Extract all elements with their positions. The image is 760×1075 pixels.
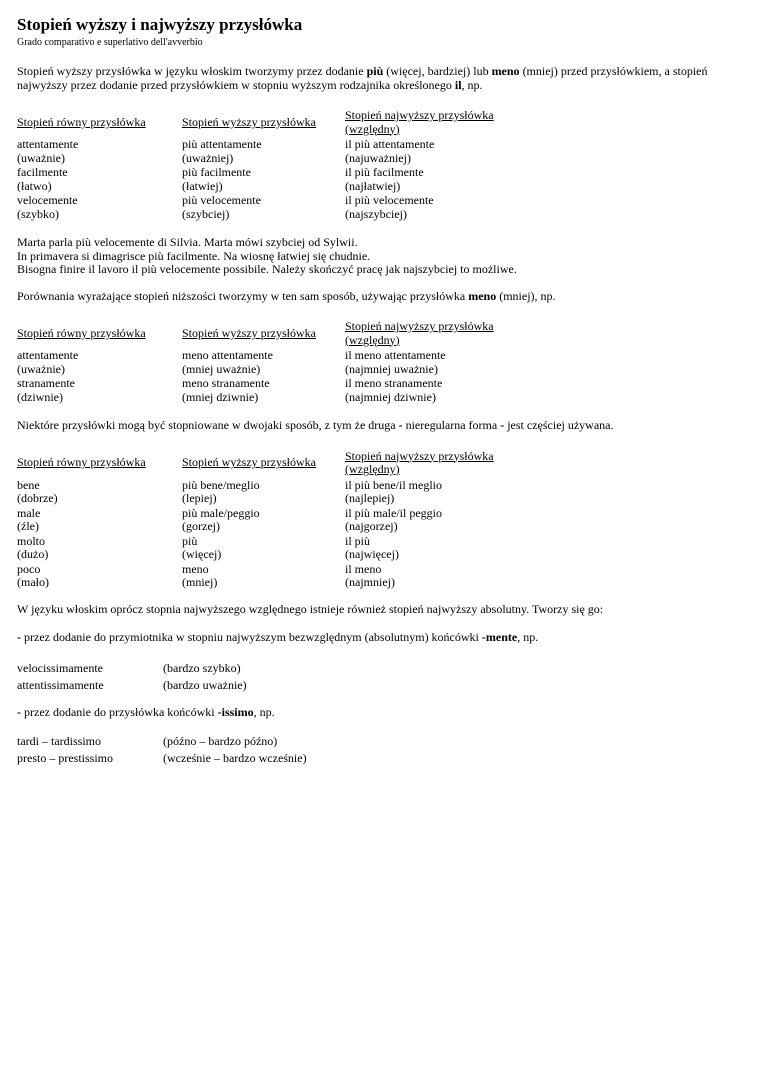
adverb-comparative: più bene/meglio [182, 477, 260, 492]
adverb-superlative-translation: (najuważniej) [345, 150, 411, 165]
adverb-base: attentamente [17, 348, 79, 362]
adverb-comparative: più male/peggio [182, 505, 260, 520]
meno-paragraph: Porównania wyrażające stopień niższości tworzymy w ten sam sposób, używając przysłówka meno (mniej), np. [17, 288, 556, 303]
adverb-comparative: più facilmente [182, 165, 251, 179]
issimo-examples-list [17, 733, 743, 767]
mente-examples-list [17, 660, 743, 694]
table-row [17, 194, 743, 221]
adverb-superlative-translation: (najłatwiej) [345, 178, 401, 193]
column-header-superlative-degree [345, 109, 743, 136]
adverb-superlative: il meno stranamente [345, 376, 443, 390]
adverb-comparative-translation: (szybciej) [182, 206, 230, 221]
column-header-superlative-line1: Stopień najwyższy przysłówka [345, 448, 494, 463]
absolute-adverb-translation: (bardzo uważnie) [163, 677, 247, 692]
column-header-comparative-degree: Stopień wyższy przysłówka [182, 114, 316, 129]
adverb-superlative-translation: (najwięcej) [345, 547, 399, 561]
absolute-adverb-translation: (późno – bardzo późno) [163, 734, 278, 748]
adverb-superlative-translation: (najmniej dziwnie) [345, 389, 436, 404]
adverb-base-translation: (łatwo) [17, 178, 52, 193]
adverb-base: attentamente [17, 137, 79, 151]
document-subtitle: Grado comparativo e superlativo dell'avverbio [17, 37, 203, 48]
column-header-superlative-line1: Stopień najwyższy przysłówka [345, 108, 494, 122]
comparison-table-irregular [17, 450, 743, 590]
intro-paragraph: Stopień wyższy przysłówka w języku włoskim tworzymy przez dodanie più (więcej, bardziej) lub meno (mniej) przed przysłówkiem, a stopień najwyższy przez dodanie przed przysłówkiem w stopniu wyższym rodzajnika określonego il, np. [17, 64, 708, 92]
table-row [17, 507, 743, 534]
irregular-paragraph: Niektóre przysłówki mogą być stopniowane w dwojaki sposób, z tym że druga - nieregularna forma - jest częściej używana. [17, 418, 614, 432]
column-header-superlative-line1: Stopień najwyższy przysłówka [345, 319, 494, 333]
table-row [17, 166, 743, 193]
table-header-row [17, 450, 743, 477]
adverb-comparative-translation: (więcej) [182, 547, 222, 561]
adverb-superlative-translation: (najmniej) [345, 575, 395, 589]
column-header-equal-degree: Stopień równy przysłówka [17, 114, 146, 129]
adverb-superlative: il più [345, 533, 371, 548]
adverb-base: bene [17, 477, 40, 492]
adverb-superlative: il meno [345, 561, 382, 576]
adverb-base-translation: (dużo) [17, 547, 49, 561]
column-header-superlative-line2: (względny) [345, 121, 400, 136]
table-row [17, 479, 743, 506]
adverb-superlative-translation: (najlepiej) [345, 491, 395, 505]
column-header-comparative-degree: Stopień wyższy przysłówka [182, 455, 316, 470]
adverb-comparative: più velocemente [182, 193, 261, 207]
example-sentence: In primavera si dimagrisce più facilmente. Na wiosnę łatwiej się chudnie. [17, 248, 371, 263]
absolute-adverb: presto – prestissimo [17, 751, 113, 765]
adverb-base-translation: (mało) [17, 575, 49, 589]
comparison-table-meno [17, 320, 743, 404]
adverb-comparative: meno [182, 561, 209, 576]
adverb-base: velocemente [17, 193, 78, 207]
adverb-base-translation: (szybko) [17, 206, 59, 221]
column-header-superlative-line2: (względny) [345, 332, 400, 347]
adverb-comparative-translation: (mniej) [182, 575, 218, 589]
document-title: Stopień wyższy i najwyższy przysłówka [17, 15, 303, 34]
adverb-superlative-translation: (najgorzej) [345, 519, 398, 533]
table-row [17, 535, 743, 562]
absolute-adverb-translation: (bardzo szybko) [163, 660, 241, 675]
bullet-issimo: - przez dodanie do przysłówka końcówki -issimo, np. [17, 704, 275, 719]
adverb-base: molto [17, 533, 46, 548]
adverb-base-translation: (źle) [17, 519, 39, 533]
adverb-comparative-translation: (uważniej) [182, 150, 234, 165]
adverb-superlative-translation: (najmniej uważnie) [345, 361, 438, 376]
column-header-superlative-line2: (względny) [345, 462, 400, 476]
adverb-comparative-translation: (gorzej) [182, 519, 220, 533]
adverb-base: poco [17, 561, 41, 576]
adverb-superlative: il più attentamente [345, 137, 435, 151]
adverb-comparative: più attentamente [182, 137, 262, 151]
adverb-superlative: il più bene/il meglio [345, 477, 442, 492]
adverb-comparative: meno attentamente [182, 348, 273, 362]
absolute-adverb: tardi – tardissimo [17, 734, 101, 748]
example-sentence: Bisogna finire il lavoro il più velocemente possibile. Należy skończyć pracę jak najszybciej to możliwe. [17, 262, 517, 276]
adverb-comparative-translation: (łatwiej) [182, 178, 223, 193]
adverb-superlative: il più male/il peggio [345, 505, 442, 520]
table-row [17, 349, 743, 376]
adverb-comparative-translation: (mniej uważnie) [182, 361, 261, 376]
adverb-base-translation: (uważnie) [17, 150, 65, 165]
adverb-comparative-translation: (mniej dziwnie) [182, 389, 259, 404]
column-header-superlative-degree [345, 320, 743, 347]
absolute-superlative-paragraph: W języku włoskim oprócz stopnia najwyższego względnego istnieje również stopień najwyższy absolutny. Tworzy się go: [17, 601, 604, 616]
table-row [17, 563, 743, 590]
column-header-comparative-degree: Stopień wyższy przysłówka [182, 325, 316, 340]
adverb-superlative-translation: (najszybciej) [345, 206, 407, 221]
column-header-equal-degree: Stopień równy przysłówka [17, 455, 146, 470]
table-row [17, 377, 743, 404]
adverb-base-translation: (dziwnie) [17, 389, 63, 404]
table-row [17, 138, 743, 165]
table-header-row [17, 320, 743, 347]
adverb-base-translation: (dobrze) [17, 491, 58, 505]
column-header-superlative-degree [345, 450, 743, 477]
table-header-row [17, 109, 743, 136]
comparison-table-piu [17, 109, 743, 221]
adverb-comparative: più [182, 533, 198, 548]
adverb-superlative: il meno attentamente [345, 348, 446, 362]
absolute-adverb: velocissimamente [17, 660, 103, 675]
adverb-comparative-translation: (lepiej) [182, 491, 217, 505]
adverb-base-translation: (uważnie) [17, 361, 65, 376]
example-sentence: Marta parla più velocemente di Silvia. Marta mówi szybciej od Sylwii. [17, 235, 358, 249]
adverb-base: stranamente [17, 376, 75, 390]
column-header-equal-degree: Stopień równy przysłówka [17, 325, 146, 340]
adverb-superlative: il più facilmente [345, 165, 424, 179]
adverb-comparative: meno stranamente [182, 376, 270, 390]
adverb-base: facilmente [17, 165, 68, 179]
adverb-superlative: il più velocemente [345, 193, 434, 207]
adverb-base: male [17, 505, 41, 520]
example-sentences [17, 236, 743, 277]
absolute-adverb: attentissimamente [17, 677, 104, 692]
absolute-adverb-translation: (wcześnie – bardzo wcześnie) [163, 751, 307, 765]
bullet-mente: - przez dodanie do przymiotnika w stopniu najwyższym bezwzględnym (absolutnym) końcówki -mente, np. [17, 630, 539, 644]
